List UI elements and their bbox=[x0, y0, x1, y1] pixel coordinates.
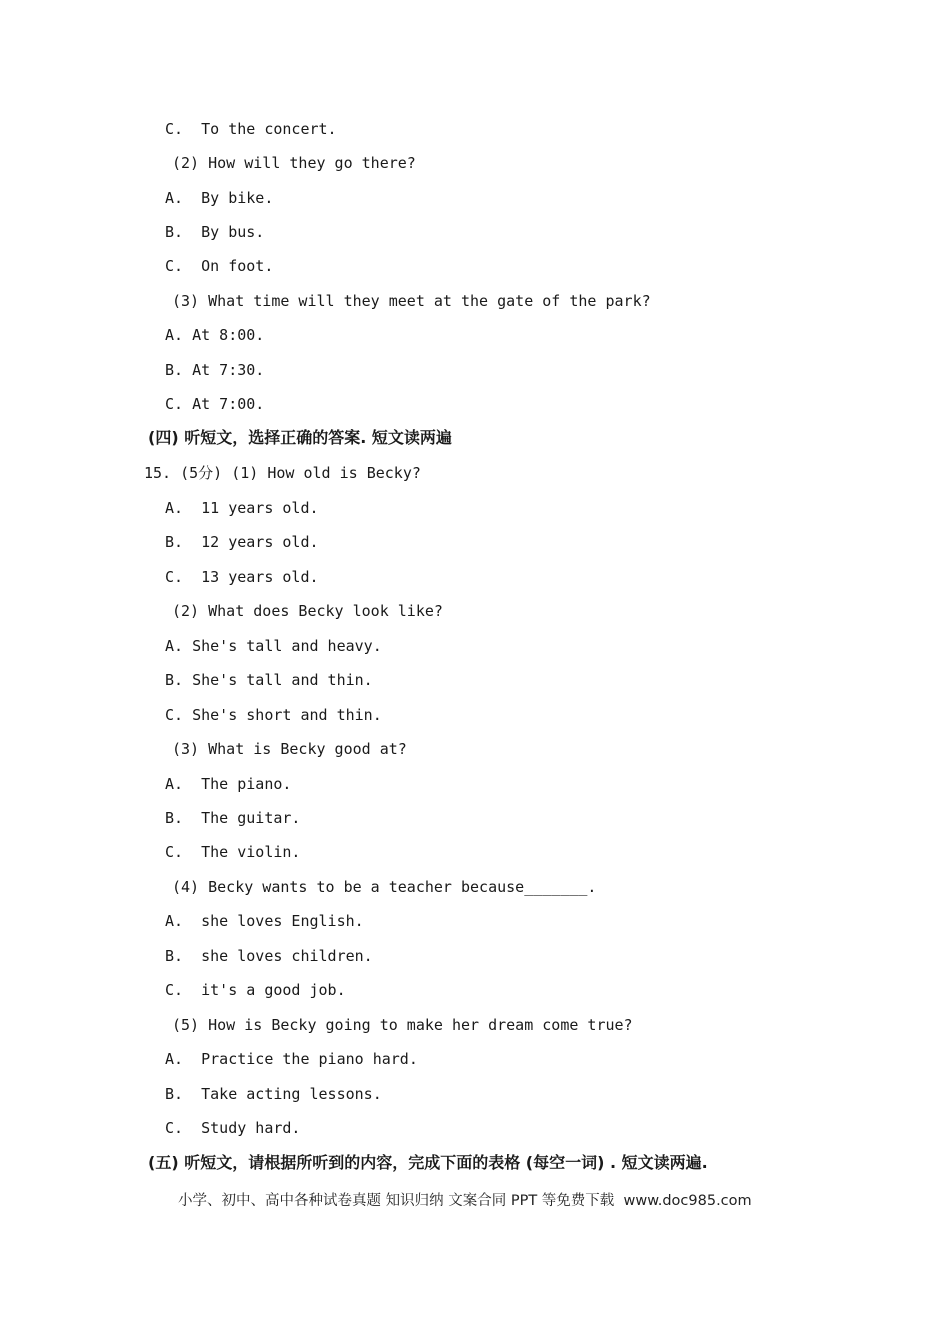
q1-option-a: A. 11 years old. bbox=[165, 499, 319, 517]
q3-option-c: C. The violin. bbox=[165, 843, 301, 861]
q5-option-b: B. Take acting lessons. bbox=[165, 1085, 382, 1103]
option-b-bus: B. By bus. bbox=[165, 223, 265, 241]
q4-option-a: A. she loves English. bbox=[165, 912, 364, 930]
option-c-foot: C. On foot. bbox=[165, 257, 274, 275]
q4-option-b: B. she loves children. bbox=[165, 947, 373, 965]
q3-good-at: (3) What is Becky good at? bbox=[172, 740, 407, 758]
q4-option-c: C. it's a good job. bbox=[165, 981, 346, 999]
q4-teacher-because: (4) Becky wants to be a teacher because_______. bbox=[172, 878, 597, 896]
option-a-8: A. At 8:00. bbox=[165, 326, 265, 344]
question-15: 15. (5分) (1) How old is Becky? bbox=[144, 464, 421, 482]
option-c-7: C. At 7:00. bbox=[165, 395, 265, 413]
q5-option-c: C. Study hard. bbox=[165, 1119, 301, 1137]
q5-option-a: A. Practice the piano hard. bbox=[165, 1050, 418, 1068]
page-footer: 小学、初中、高中各种试卷真题 知识归纳 文案合同 PPT 等免费下载 www.doc985.com bbox=[178, 1193, 752, 1209]
q2-option-a: A. She's tall and heavy. bbox=[165, 637, 382, 655]
option-c-concert: C. To the concert. bbox=[165, 120, 337, 138]
q1-option-c: C. 13 years old. bbox=[165, 568, 319, 586]
q5-dream: (5) How is Becky going to make her dream come true? bbox=[172, 1016, 633, 1034]
q2-look-like: (2) What does Becky look like? bbox=[172, 602, 443, 620]
q3-option-b: B. The guitar. bbox=[165, 809, 301, 827]
question-3-meet-time: (3) What time will they meet at the gate of the park? bbox=[172, 292, 651, 310]
section-4-heading: (四) 听短文，选择正确的答案. 短文读两遍 bbox=[148, 428, 452, 447]
section-5-heading: (五) 听短文，请根据所听到的内容，完成下面的表格 (每空一词) . 短文读两遍. bbox=[148, 1153, 708, 1172]
question-2-how-go: (2) How will they go there? bbox=[172, 154, 416, 172]
q3-option-a: A. The piano. bbox=[165, 775, 292, 793]
option-a-bike: A. By bike. bbox=[165, 189, 274, 207]
q2-option-c: C. She's short and thin. bbox=[165, 706, 382, 724]
q1-option-b: B. 12 years old. bbox=[165, 533, 319, 551]
option-b-730: B. At 7:30. bbox=[165, 361, 265, 379]
q2-option-b: B. She's tall and thin. bbox=[165, 671, 373, 689]
